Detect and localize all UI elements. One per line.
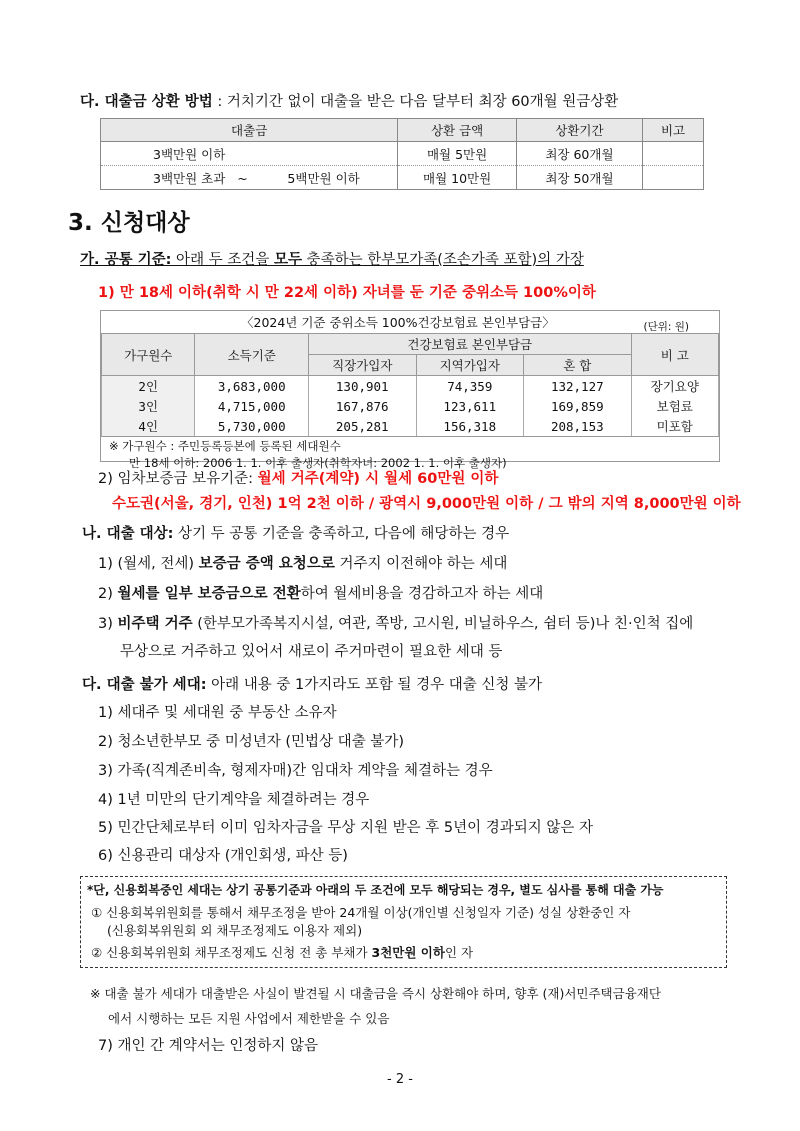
notice-line-3-post: 인 자 <box>444 945 474 960</box>
table-cell: 132,127 <box>524 376 632 397</box>
table-cell: 169,859 <box>524 396 632 416</box>
table-cell: 167,876 <box>309 396 417 416</box>
col-header: 건강보험료 본인부담금 <box>309 334 632 355</box>
target-item-1-pre: 1) (월세, 전세) <box>98 556 199 572</box>
income-table <box>101 333 719 437</box>
income-footnote-2: 만 18세 이하: 2006 1. 1. 이후 출생자(취학자녀: 2002 1. 1. 이후 출생자) <box>129 456 507 470</box>
income-table-caption: 〈2024년 기준 중위소득 100%건강보험료 본인부담금〉 <box>241 315 555 330</box>
target-item-3-line2: 무상으로 거주하고 있어서 새로이 주거마련이 필요한 세대 등 <box>120 644 503 660</box>
target-line <box>82 524 509 544</box>
list-item: 1) 세대주 및 세대원 중 부동산 소유자 <box>98 705 337 721</box>
income-table-unit: (단위: 원) <box>643 321 689 333</box>
list-item: 6) 신용관리 대상자 (개인회생, 파산 등) <box>98 848 348 864</box>
target-item-2-post: 하여 월세비용을 경감하고자 하는 세대 <box>300 586 544 602</box>
table-cell: 장기요양 <box>631 376 718 397</box>
table-cell: 보험료 <box>631 396 718 416</box>
list-item: 5) 민간단체로부터 이미 임차자금을 무상 지원 받은 후 5년이 경과되지 않은 자 <box>98 820 594 836</box>
notice-line-3-pre: ② 신용회복위원회 채무조정제도 신청 전 총 부채가 <box>91 945 372 960</box>
table-cell: 최장 60개월 <box>516 142 642 166</box>
target-item-3 <box>98 614 693 634</box>
section-title: 3. 신청대상 <box>68 210 190 236</box>
target-item-1 <box>98 554 507 574</box>
col-header: 대출금 <box>101 119 398 142</box>
common-label: 가. 공통 기준: <box>80 252 172 268</box>
table-cell <box>643 166 704 190</box>
notice-title: *단, 신용회복중인 세대는 상기 공통기준과 아래의 두 조건에 모두 해당되는 경우, 별도 심사를 통해 대출 가능 <box>87 883 664 897</box>
table-row <box>102 396 719 416</box>
target-item-3-bold: 비주택 거주 <box>117 616 193 632</box>
target-item-3-pre: 3) <box>98 616 118 632</box>
target-item-2 <box>98 584 543 604</box>
list-item: 2) 청소년한부모 중 미성년자 (민법상 대출 불가) <box>98 734 404 750</box>
table-cell: 208,153 <box>524 416 632 437</box>
table-cell <box>643 142 704 166</box>
repayment-line <box>80 92 618 112</box>
col-header: 비 고 <box>631 334 718 376</box>
repayment-table <box>100 118 704 190</box>
table-cell: 4인 <box>102 416 195 437</box>
notice-line-3 <box>91 944 473 962</box>
table-cell: 매월 5만원 <box>398 142 517 166</box>
ineligible-text: 아래 내용 중 1가지라도 포함 될 경우 대출 신청 불가 <box>206 677 542 693</box>
table-row <box>101 166 704 190</box>
repayment-text: : 거치기간 없이 대출을 받은 다음 달부터 최장 60개월 원금상환 <box>212 94 619 110</box>
common-post: 충족하는 한부모가족(조손가족 포함)의 가장 <box>301 252 584 268</box>
table-cell: 3인 <box>102 396 195 416</box>
table-row <box>102 416 719 437</box>
col-header: 상환기간 <box>516 119 642 142</box>
col-header: 혼 합 <box>524 355 632 376</box>
notice-line-3-bold: 3천만원 이하 <box>371 945 445 960</box>
target-item-2-pre: 2) <box>98 586 118 602</box>
condition-1: 1) 만 18세 이하(취학 시 만 22세 이하) 자녀를 둔 기준 중위소득 100%이하 <box>98 285 596 301</box>
target-item-1-post: 거주지 이전해야 하는 세대 <box>334 556 508 572</box>
common-criteria-line <box>80 250 584 270</box>
income-footnote-1: ※ 가구원수 : 주민등록등본에 등록된 세대원수 <box>109 439 341 453</box>
table-cell: 130,901 <box>309 376 417 397</box>
col-header: 상환 금액 <box>398 119 517 142</box>
table-header-row <box>101 119 704 142</box>
repayment-heading: 다. 대출금 상환 방법 <box>80 94 213 110</box>
table-cell: 205,281 <box>309 416 417 437</box>
table-row <box>102 376 719 397</box>
col-header: 소득기준 <box>195 334 309 376</box>
table-cell: 3,683,000 <box>195 376 309 397</box>
ineligible-label: 다. 대출 불가 세대: <box>82 677 207 693</box>
list-item: 4) 1년 미만의 단기계약을 체결하려는 경우 <box>98 792 370 808</box>
col-header: 가구원수 <box>102 334 195 376</box>
income-table-box <box>100 310 720 470</box>
condition-2-red: 월세 거주(계약) 시 월세 60만원 이하 <box>257 471 499 487</box>
warning-line-2: 에서 시행하는 모든 지원 사업에서 제한받을 수 있음 <box>108 1011 390 1026</box>
table-cell: 3백만원 초과 ~ 5백만원 이하 <box>101 166 398 190</box>
warning-line-1: ※ 대출 불가 세대가 대출받은 사실이 발견될 시 대출금을 즉시 상환해야 하며, 향후 (재)서민주택금융재단 <box>90 986 661 1001</box>
col-header: 비고 <box>643 119 704 142</box>
condition-2-line2: 수도권(서울, 경기, 인천) 1억 2천 이하 / 광역시 9,000만원 이하 / 그 밖의 지역 8,000만원 이하 <box>112 496 741 512</box>
table-cell: 123,611 <box>416 396 524 416</box>
table-cell: 최장 50개월 <box>516 166 642 190</box>
target-item-2-bold: 월세를 일부 보증금으로 전환 <box>117 586 301 602</box>
target-text: 상기 두 공통 기준을 충족하고, 다음에 해당하는 경우 <box>173 526 510 542</box>
col-header: 직장가입자 <box>309 355 417 376</box>
credit-recovery-notice <box>80 876 727 968</box>
list-item: 3) 가족(직계존비속, 형제자매)간 임대차 계약을 체결하는 경우 <box>98 763 493 779</box>
condition-2-label: 2) 임차보증금 보유기준: <box>98 471 258 487</box>
table-row <box>101 142 704 166</box>
common-pre: 아래 두 조건을 <box>171 252 274 268</box>
ineligible-line <box>82 675 542 695</box>
target-item-1-bold: 보증금 증액 요청으로 <box>198 556 335 572</box>
table-cell: 미포함 <box>631 416 718 437</box>
item-7: 7) 개인 간 계약서는 인정하지 않음 <box>98 1038 319 1054</box>
table-cell: 74,359 <box>416 376 524 397</box>
target-item-3-post: (한부모가족복지시설, 여관, 쪽방, 고시원, 비닐하우스, 쉼터 등)나 친·인척 집에 <box>192 616 694 632</box>
table-cell: 매월 10만원 <box>398 166 517 190</box>
condition-2 <box>98 469 498 489</box>
table-cell: 4,715,000 <box>195 396 309 416</box>
notice-line-2: (신용회복위원회 외 채무조정제도 이용자 제외) <box>107 923 363 938</box>
notice-line-1: ① 신용회복위원회를 통해서 채무조정을 받아 24개월 이상(개인별 신청일자 기준) 성실 상환중인 자 <box>91 905 631 920</box>
target-label: 나. 대출 대상: <box>82 526 174 542</box>
table-cell: 156,318 <box>416 416 524 437</box>
table-cell: 5,730,000 <box>195 416 309 437</box>
page-number: - 2 - <box>387 1072 413 1087</box>
common-strong: 모두 <box>273 252 302 268</box>
table-cell: 3백만원 이하 <box>101 142 398 166</box>
col-header: 지역가입자 <box>416 355 524 376</box>
table-cell: 2인 <box>102 376 195 397</box>
